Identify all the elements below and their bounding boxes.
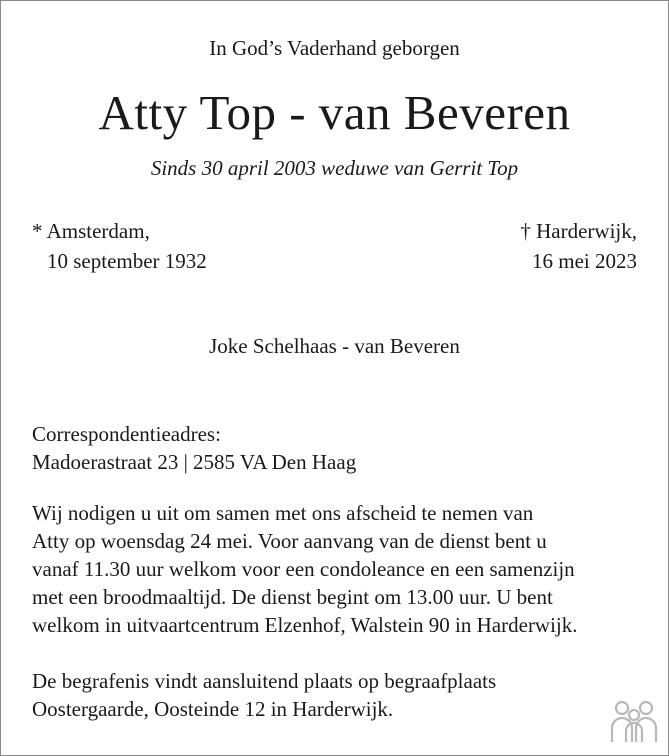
mourner-name: Joke Schelhaas - van Beveren bbox=[209, 334, 460, 358]
invitation-paragraph bbox=[32, 499, 642, 639]
invitation-line: welkom in uitvaartcentrum Elzenhof, Walstein 90 in Harderwijk. bbox=[32, 613, 578, 637]
burial-paragraph bbox=[32, 667, 642, 723]
invitation-line: met een broodmaaltijd. De dienst begint om 13.00 uur. U bent bbox=[32, 585, 553, 609]
invitation-line: vanaf 11.30 uur welkom voor een condoleance en een samenzijn bbox=[32, 557, 575, 581]
people-group-icon bbox=[608, 698, 660, 744]
birth-date: 10 september 1932 bbox=[47, 249, 207, 273]
motto: In God’s Vaderhand geborgen bbox=[209, 36, 460, 60]
birth-info bbox=[32, 216, 207, 276]
invitation-line: Atty op woensdag 24 mei. Voor aanvang van de dienst bent u bbox=[32, 529, 547, 553]
death-place: † Harderwijk, bbox=[520, 219, 637, 243]
death-date: 16 mei 2023 bbox=[532, 249, 637, 273]
birth-place: * Amsterdam, bbox=[32, 219, 150, 243]
correspondence-label: Correspondentieadres: bbox=[32, 422, 221, 446]
burial-line: De begrafenis vindt aansluitend plaats op begraafplaats bbox=[32, 669, 497, 693]
deceased-name: Atty Top - van Beveren bbox=[98, 85, 571, 140]
death-info bbox=[520, 216, 637, 276]
correspondence-address: Madoerastraat 23 | 2585 VA Den Haag bbox=[32, 450, 357, 474]
widow-line: Sinds 30 april 2003 weduwe van Gerrit Top bbox=[150, 156, 519, 180]
correspondence-block bbox=[32, 420, 642, 476]
invitation-line: Wij nodigen u uit om samen met ons afscheid te nemen van bbox=[32, 501, 534, 525]
burial-line: Oostergaarde, Oosteinde 12 in Harderwijk. bbox=[32, 697, 394, 721]
